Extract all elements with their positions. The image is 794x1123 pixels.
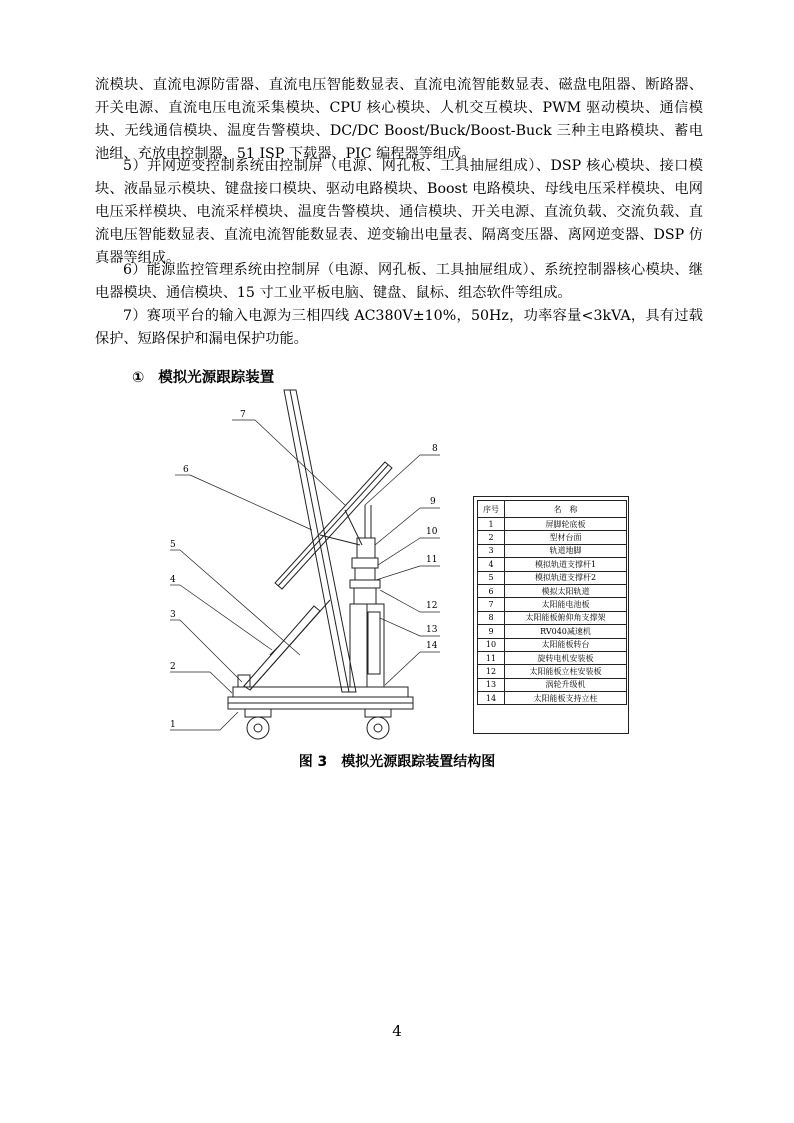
table-row [478,544,627,557]
part-number: 2 [478,531,505,544]
table-row [478,571,627,584]
figure-caption: 图 3 模拟光源跟踪装置结构图 [298,754,496,770]
tracking-device-drawing [160,385,460,750]
part-name: 太阳能板支持立柱 [505,692,627,705]
table-row [478,518,627,531]
part-name: 屏脚轮底板 [505,518,627,531]
table-row [478,692,627,705]
table-row [478,651,627,664]
table-row [478,611,627,624]
paragraph-7: 7）赛项平台的输入电源为三相四线 AC380V±10%，50Hz，功率容量<3kVA，具有过载保护、短路保护和漏电保护功能。 [95,308,703,347]
callout-10: 10 [426,527,438,537]
part-name: 模拟太阳轨道 [505,584,627,597]
table-row [478,638,627,651]
part-name: 太阳能板俯仰角支撑架 [505,611,627,624]
section-number: ① [132,370,145,386]
paragraph-5: 5）并网逆变控制系统由控制屏（电源、网孔板、工具抽屉组成）、DSP 核心模块、接口模块、液晶显示模块、键盘接口模块、驱动电路模块、Boost 电路模块、母线电压采样模块、电网电压采样模块、电流采样模块、温度告警模块、通信模块、开关电源、直流负载、交流负载、直流电压智能数显表、直流电流智能数显表、逆变输出电量表、隔离变压器、离网逆变器、DSP 仿真器等组成。 [95,158,703,266]
callout-9: 9 [430,497,436,507]
part-name: 涡轮升级机 [505,678,627,691]
callout-12: 12 [426,601,438,611]
part-number: 3 [478,544,505,557]
callout-7: 7 [240,410,246,420]
part-number: 5 [478,571,505,584]
parts-table-header [478,501,627,518]
part-number: 12 [478,665,505,678]
table-row [478,598,627,611]
callout-13: 13 [426,625,438,635]
table-row [478,625,627,638]
parts-table [477,500,627,705]
base-plate [233,687,408,697]
paragraph-6: 6）能源监控管理系统由控制屏（电源、网孔板、工具抽屉组成）、系统控制器核心模块、继电器模块、通信模块、15 寸工业平板电脑、键盘、鼠标、组态软件等组成。 [95,262,703,301]
paragraph-continued: 流模块、直流电源防雷器、直流电压智能数显表、直流电流智能数显表、磁盘电阻器、断路器、开关电源、直流电压电流采集模块、CPU 核心模块、人机交互模块、PWM 驱动模块、通信模块、无线通信模块、温度告警模块、DC/DC Boost/Buck/Boost-Buck 三种主电路模块、蓄电池组、充放电控制器、51 ISP 下载器、PIC 编程器等组成。 [95,77,703,162]
part-name: 模拟轨道支撑杆2 [505,571,627,584]
callout-11: 11 [426,555,438,565]
header-name: 名 称 [505,501,627,518]
part-number: 11 [478,651,505,664]
part-number: 8 [478,611,505,624]
part-name: 型材台面 [505,531,627,544]
callout-5: 5 [170,540,176,550]
callout-4: 4 [170,575,176,585]
caster-left [247,717,269,739]
part-name: 模拟轨道支撑杆1 [505,558,627,571]
callout-8: 8 [432,444,438,454]
callout-6: 6 [183,465,189,475]
page-number: 4 [392,1022,402,1040]
part-name: 太阳能板立柱安装板 [505,665,627,678]
part-number: 4 [478,558,505,571]
parts-table-body [478,518,627,705]
callout-14: 14 [426,641,438,651]
part-number: 13 [478,678,505,691]
part-number: 1 [478,518,505,531]
header-no: 序号 [478,501,505,518]
callout-2: 2 [170,662,176,672]
table-row [478,665,627,678]
table-row [478,678,627,691]
part-number: 10 [478,638,505,651]
part-number: 7 [478,598,505,611]
part-number: 14 [478,692,505,705]
part-name: 太阳能电池板 [505,598,627,611]
callout-1: 1 [170,720,176,730]
part-name: RV040减速机 [505,625,627,638]
part-name: 太阳能板转台 [505,638,627,651]
part-name: 旋转电机安装板 [505,651,627,664]
support-rod-1 [244,606,320,690]
table-row [478,531,627,544]
table-row [478,558,627,571]
callout-3: 3 [170,610,176,620]
part-name: 轨道地脚 [505,544,627,557]
caster-right [367,717,389,739]
table-row [478,584,627,597]
part-number: 6 [478,584,505,597]
section-heading [132,366,274,387]
part-number: 9 [478,625,505,638]
section-title: 模拟光源跟踪装置 [158,370,275,386]
